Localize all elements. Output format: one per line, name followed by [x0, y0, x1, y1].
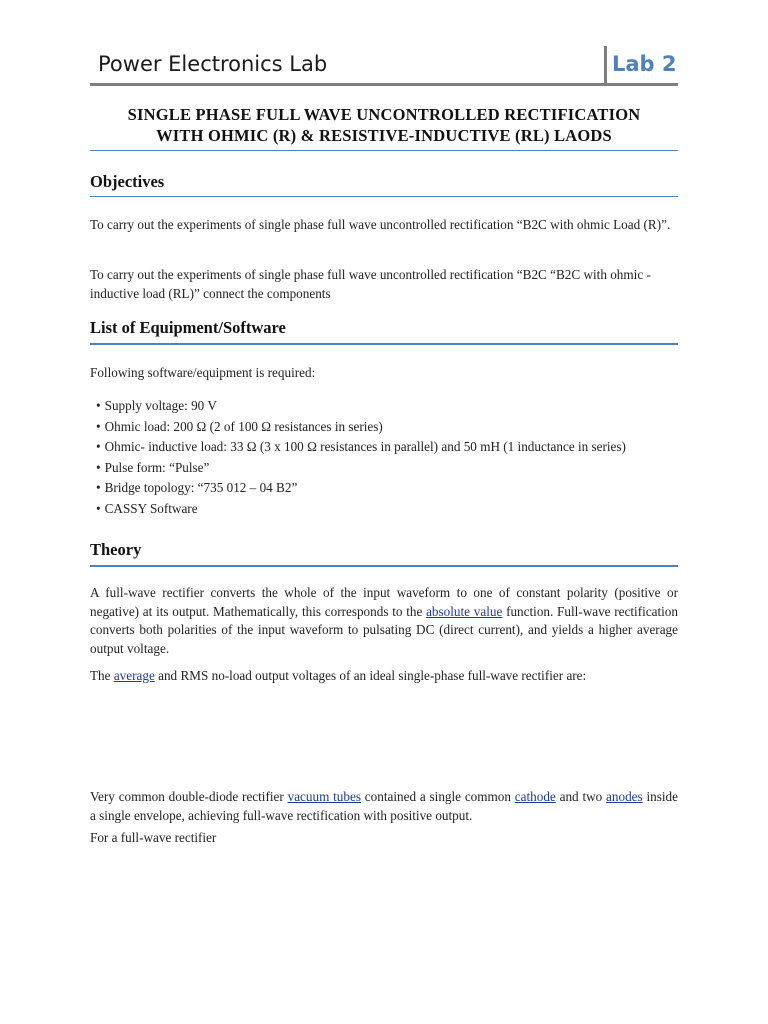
document-title-line2: WITH OHMIC (R) & RESISTIVE-INDUCTIVE (RL) LAODS: [156, 126, 612, 145]
anodes-link[interactable]: anodes: [606, 789, 643, 804]
header-title: Power Electronics Lab: [98, 52, 328, 76]
theory-p3-text-d: inside a single envelope, achieving full-wave rectification with positive output.: [90, 789, 678, 823]
list-item: • Bridge topology: “735 012 – 04 B2”: [96, 478, 626, 499]
equipment-heading: List of Equipment/Software: [90, 318, 286, 337]
vacuum-tubes-link[interactable]: vacuum tubes: [287, 789, 361, 804]
document-title: [90, 104, 678, 146]
objectives-paragraph-1: To carry out the experiments of single phase full wave uncontrolled rectification “B2C with ohmic Load (R)”.: [90, 217, 671, 232]
list-item: • CASSY Software: [96, 499, 626, 520]
equipment-intro: Following software/equipment is required:: [90, 365, 316, 380]
theory-paragraph-3: [90, 788, 678, 825]
average-link[interactable]: average: [113, 668, 155, 683]
theory-p1-text-a: A full-wave rectifier converts the whole of the input waveform to one of constant polarity (positive or negative) at its output. Mathematically, this corresponds to the: [90, 585, 678, 619]
header-divider: [604, 46, 607, 84]
theory-p3-text-a: Very common double-diode rectifier: [90, 789, 288, 804]
theory-p2-text-b: and RMS no-load output voltages of an ideal single-phase full-wave rectifier are:: [154, 668, 587, 683]
header-lab-number: Lab 2: [612, 52, 677, 76]
theory-p3-text-c: and two: [555, 789, 607, 804]
absolute-value-link[interactable]: absolute value: [426, 603, 503, 619]
theory-p3-text-b: contained a single common: [360, 789, 515, 804]
list-item: • Ohmic- inductive load: 33 Ω (3 x 100 Ω resistances in parallel) and 50 mH (1 inductance in series): [96, 437, 626, 458]
equipment-list: [96, 396, 626, 520]
list-item: • Supply voltage: 90 V: [96, 396, 626, 417]
theory-rule: [90, 565, 678, 567]
list-item: • Ohmic load: 200 Ω (2 of 100 Ω resistances in series): [96, 417, 626, 438]
header-rule: [90, 83, 678, 86]
equipment-rule: [90, 343, 678, 345]
title-rule: [90, 150, 678, 151]
objectives-rule: [90, 196, 678, 197]
theory-p1-text-b: function. Full-wave rectification converts both polarities of the input waveform to pulsating DC (direct current), and yields a higher average output voltage.: [90, 603, 678, 656]
theory-paragraph-4: For a full-wave rectifier: [90, 830, 217, 845]
page-header: [90, 44, 678, 86]
document-title-line1: SINGLE PHASE FULL WAVE UNCONTROLLED RECTIFICATION: [127, 105, 641, 124]
objectives-paragraph-2: To carry out the experiments of single phase full wave uncontrolled rectification “B2C “B2C with ohmic - inductive load (RL)” connect the components: [90, 267, 651, 301]
cathode-link[interactable]: cathode: [514, 789, 556, 804]
list-item: • Pulse form: “Pulse”: [96, 458, 626, 479]
theory-paragraph-2: [90, 667, 678, 686]
theory-heading: Theory: [90, 540, 142, 559]
theory-paragraph-1: [90, 584, 678, 658]
theory-p2-text-a: The: [90, 668, 114, 683]
objectives-heading: Objectives: [90, 172, 165, 191]
